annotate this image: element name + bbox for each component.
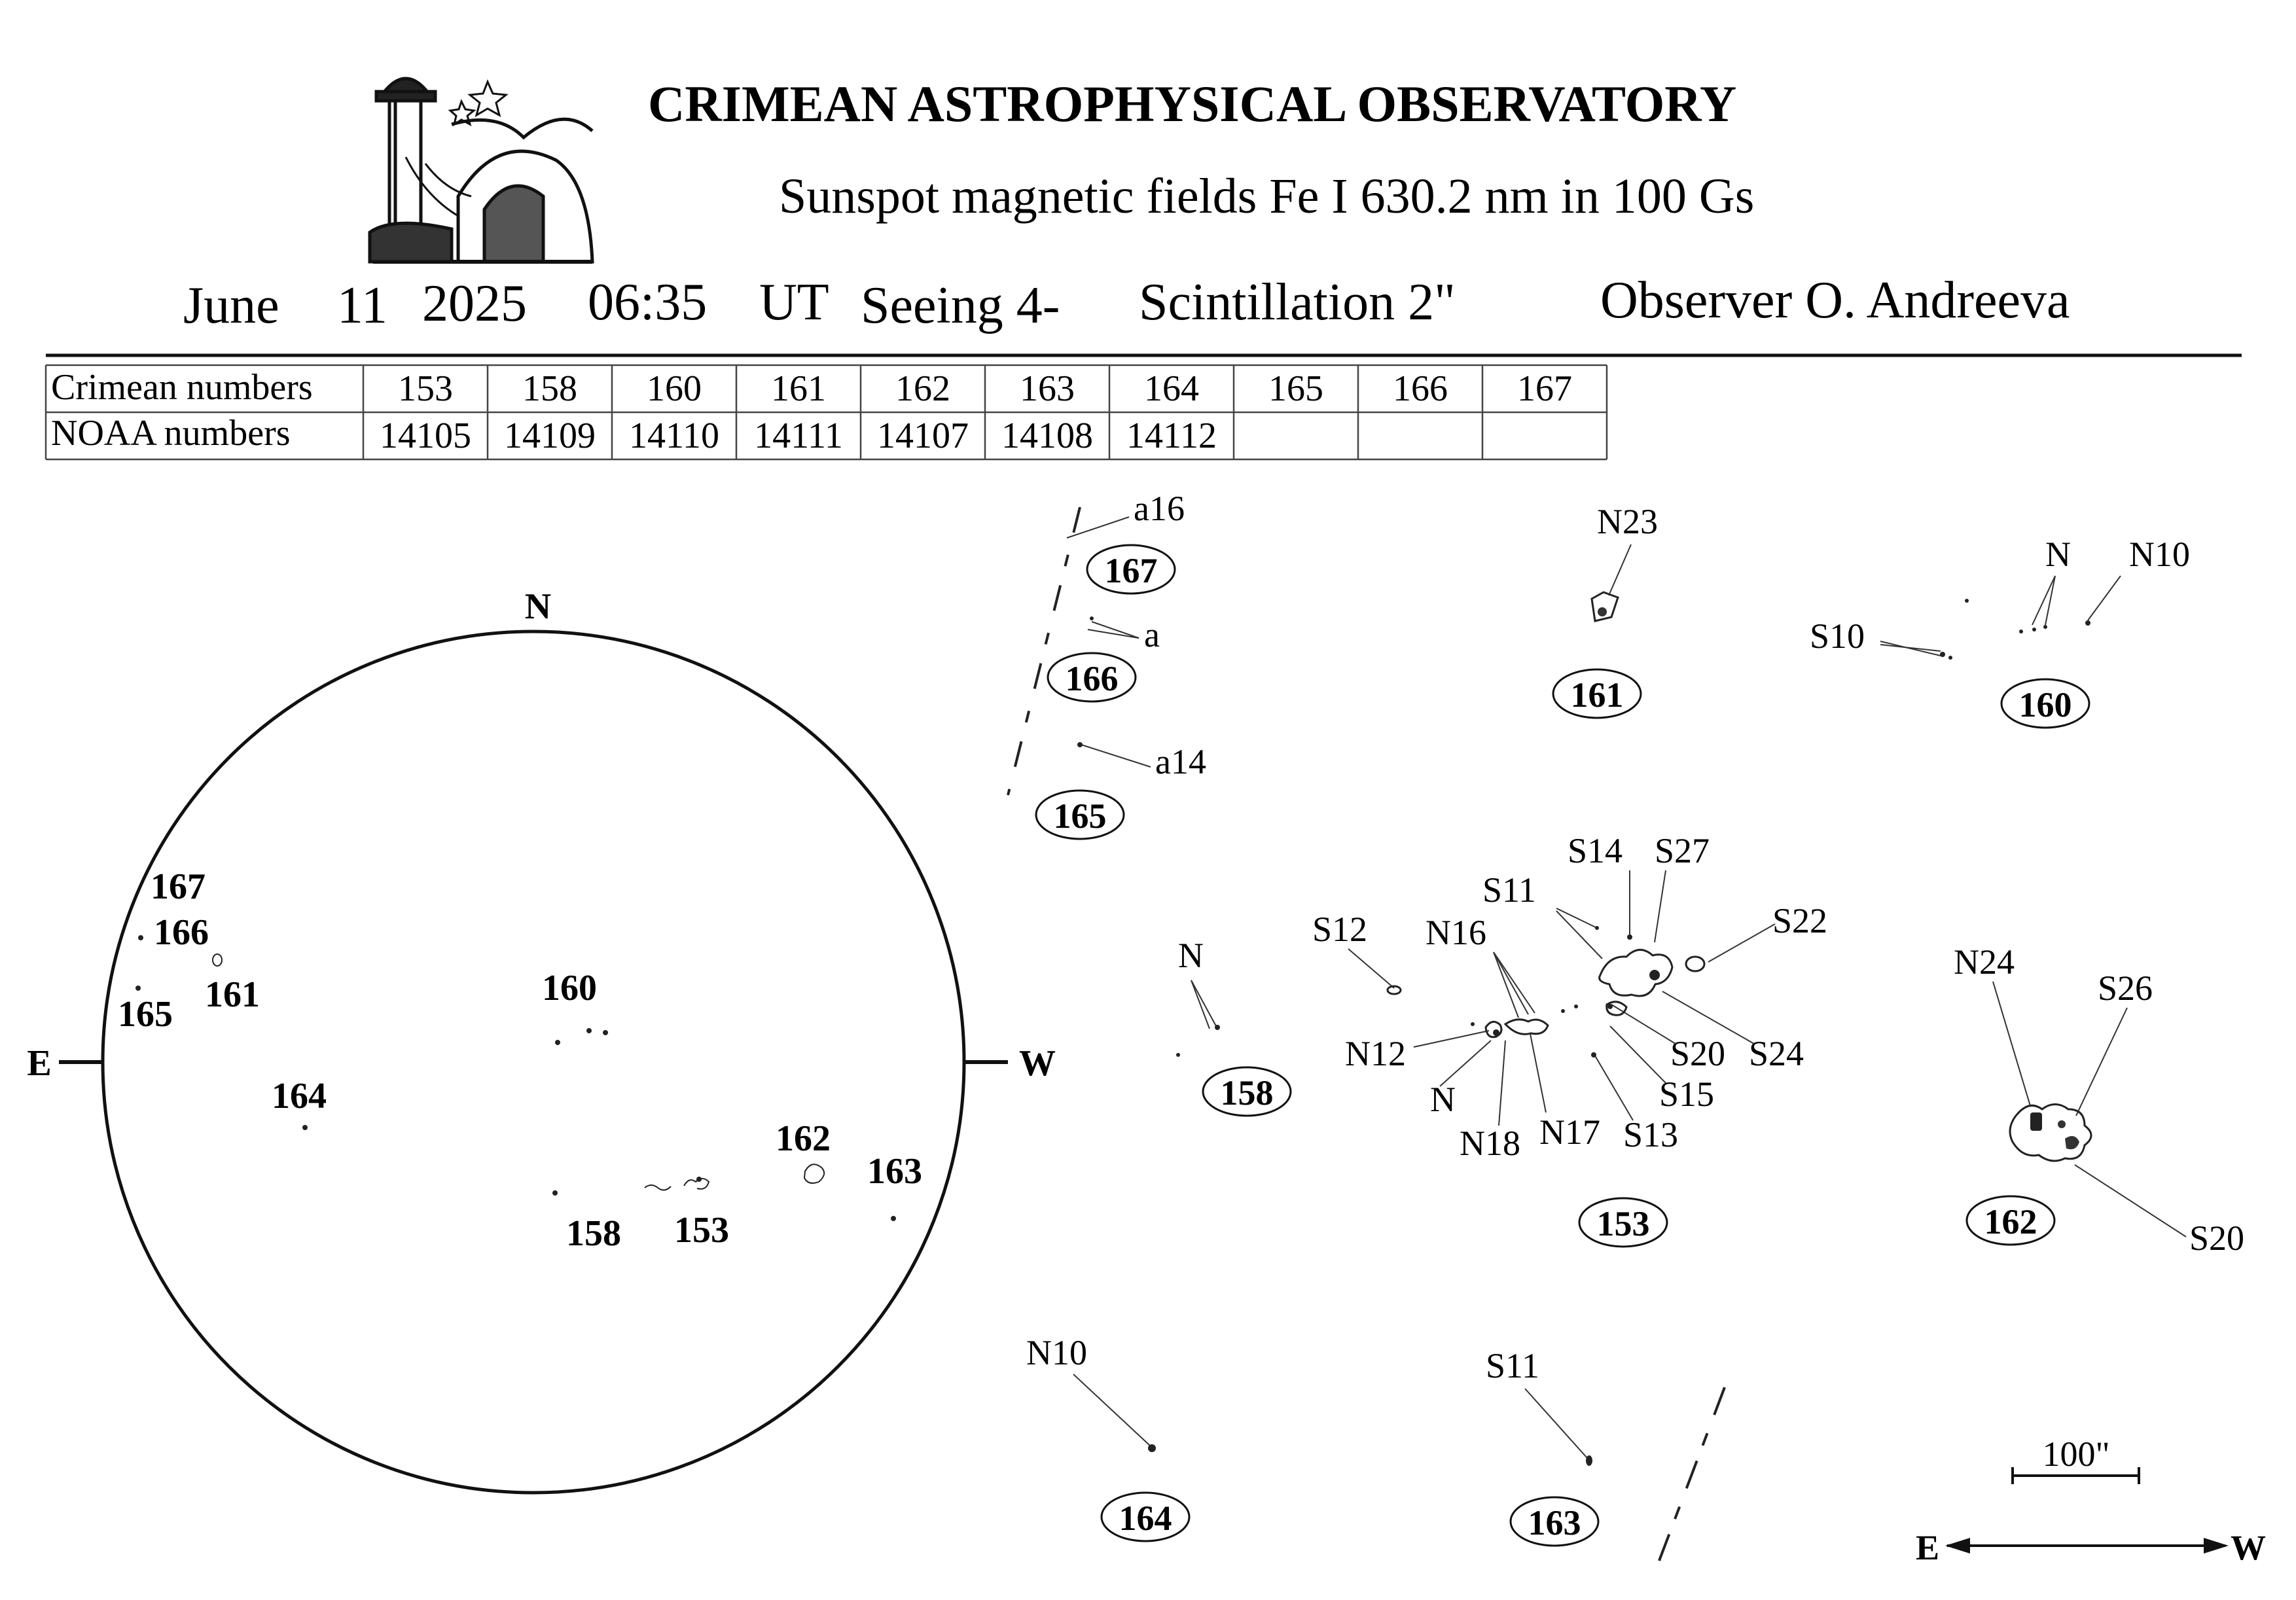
- badge-158: 158: [1220, 1073, 1274, 1112]
- panel-163: [1486, 1346, 1598, 1546]
- table-row-label-noaa: NOAA numbers: [51, 413, 291, 453]
- table-cell-crimean-6: 164: [1144, 368, 1199, 409]
- observatory-title: CRIMEAN ASTROPHYSICAL OBSERVATORY: [648, 75, 1737, 132]
- label-158-N: N: [1178, 936, 1204, 975]
- label-a16: a16: [1134, 489, 1185, 528]
- label-a: a: [1144, 615, 1160, 654]
- observation-info: [183, 272, 2070, 334]
- panel-167: [1067, 489, 1185, 594]
- obs-day: 11: [337, 277, 388, 334]
- label-N24: N24: [1954, 942, 2015, 982]
- solar-limb: [103, 631, 964, 1493]
- label-S12: S12: [1312, 910, 1368, 949]
- scale-bar: [2013, 1434, 2139, 1484]
- disk-region-160: 160: [542, 968, 597, 1008]
- table-cell-noaa-0: 14105: [380, 416, 471, 456]
- badge-162: 162: [1984, 1202, 2037, 1241]
- label-N18: N18: [1460, 1124, 1520, 1163]
- disk-region-165: 165: [118, 994, 173, 1035]
- badge-167: 167: [1104, 551, 1158, 590]
- scale-label: 100": [2042, 1434, 2110, 1474]
- arrow-right-icon: [2204, 1538, 2229, 1554]
- label-S27: S27: [1655, 831, 1710, 870]
- table-cell-noaa-1: 14109: [504, 416, 596, 456]
- arrow-left-icon: [1945, 1538, 1970, 1554]
- table-cell-crimean-9: 167: [1517, 368, 1572, 409]
- panel-160: [1810, 535, 2190, 728]
- label-N16: N16: [1426, 913, 1486, 952]
- label-N10: N10: [2129, 535, 2190, 574]
- label-S26: S26: [2098, 969, 2153, 1008]
- label-153-N: N: [1430, 1080, 1456, 1119]
- table-cell-crimean-5: 163: [1020, 368, 1075, 409]
- label-162-S20: S20: [2189, 1218, 2245, 1258]
- label-N17: N17: [1539, 1112, 1600, 1152]
- west-limb-arc: [1659, 1387, 1725, 1561]
- panel-165: [1036, 742, 1206, 839]
- panel-153: [1312, 831, 1827, 1247]
- badge-166: 166: [1065, 659, 1119, 698]
- label-N23: N23: [1597, 502, 1658, 541]
- panel-166: [1048, 615, 1160, 702]
- table-cell-noaa-4: 14107: [877, 416, 969, 456]
- panel-161: [1553, 502, 1658, 718]
- table-cell-crimean-4: 162: [895, 368, 950, 409]
- label-S20: S20: [1670, 1034, 1726, 1073]
- table-cell-crimean-3: 161: [771, 368, 826, 409]
- obs-seeing: Seeing 4-: [861, 277, 1060, 334]
- arrow-east-label: E: [1915, 1528, 1940, 1567]
- obs-time: 06:35: [588, 274, 708, 331]
- table-cell-noaa-3: 14111: [754, 416, 843, 456]
- label-S15: S15: [1659, 1075, 1715, 1114]
- obs-observer: Observer O. Andreeva: [1600, 272, 2070, 329]
- badge-160: 160: [2018, 685, 2072, 724]
- panel-158: [1176, 936, 1291, 1116]
- table-cell-crimean-8: 166: [1393, 368, 1448, 409]
- east-limb-arc: [1008, 507, 1080, 795]
- obs-scintillation: Scintillation 2": [1139, 274, 1456, 331]
- disk-region-153: 153: [674, 1210, 729, 1251]
- orientation-arrow: [1916, 1528, 2266, 1567]
- obs-month: June: [183, 277, 279, 334]
- disk-region-166: 166: [154, 912, 209, 953]
- table-row-label-crimean: Crimean numbers: [51, 367, 313, 408]
- disk-north-label: N: [524, 586, 552, 627]
- panel-164: [1026, 1333, 1189, 1541]
- label-S22: S22: [1772, 901, 1828, 940]
- label-S13: S13: [1623, 1115, 1679, 1154]
- panel-162: [1954, 942, 2244, 1258]
- disk-region-162: 162: [776, 1118, 831, 1159]
- obs-year: 2025: [422, 275, 527, 332]
- label-N12: N12: [1345, 1034, 1406, 1073]
- label-163-S11: S11: [1486, 1346, 1540, 1385]
- label-S14: S14: [1568, 831, 1623, 870]
- badge-165: 165: [1053, 796, 1107, 836]
- table-cell-crimean-1: 158: [522, 368, 577, 409]
- badge-164: 164: [1119, 1499, 1172, 1538]
- label-a14: a14: [1155, 742, 1206, 781]
- disk-region-161: 161: [205, 974, 260, 1015]
- disk-region-158: 158: [566, 1213, 621, 1254]
- disk-region-164: 164: [272, 1076, 327, 1116]
- badge-161: 161: [1570, 675, 1624, 715]
- solar-disk: [27, 586, 1056, 1493]
- badge-163: 163: [1528, 1503, 1581, 1542]
- table-cell-noaa-6: 14112: [1126, 416, 1217, 456]
- disk-region-163: 163: [867, 1151, 922, 1192]
- label-164-N10: N10: [1026, 1333, 1087, 1372]
- arrow-west-label: W: [2231, 1528, 2266, 1567]
- region-number-table: [46, 365, 1607, 459]
- obs-ut: UT: [759, 274, 829, 331]
- subtitle: Sunspot magnetic fields Fe I 630.2 nm in 100 Gs: [779, 169, 1755, 224]
- table-cell-crimean-0: 153: [398, 368, 453, 409]
- disk-east-label: E: [27, 1043, 52, 1084]
- disk-west-label: W: [1019, 1043, 1056, 1084]
- label-N: N: [2045, 535, 2071, 574]
- observatory-logo-icon: [370, 79, 592, 262]
- region-panels: [1026, 489, 2244, 1546]
- label-S24: S24: [1749, 1034, 1804, 1073]
- table-cell-noaa-2: 14110: [629, 416, 719, 456]
- table-cell-crimean-2: 160: [647, 368, 702, 409]
- label-S10: S10: [1810, 616, 1865, 656]
- disk-region-167: 167: [151, 866, 206, 907]
- table-cell-noaa-5: 14108: [1001, 416, 1093, 456]
- label-S11: S11: [1482, 870, 1537, 910]
- table-cell-crimean-7: 165: [1268, 368, 1323, 409]
- badge-153: 153: [1596, 1204, 1650, 1243]
